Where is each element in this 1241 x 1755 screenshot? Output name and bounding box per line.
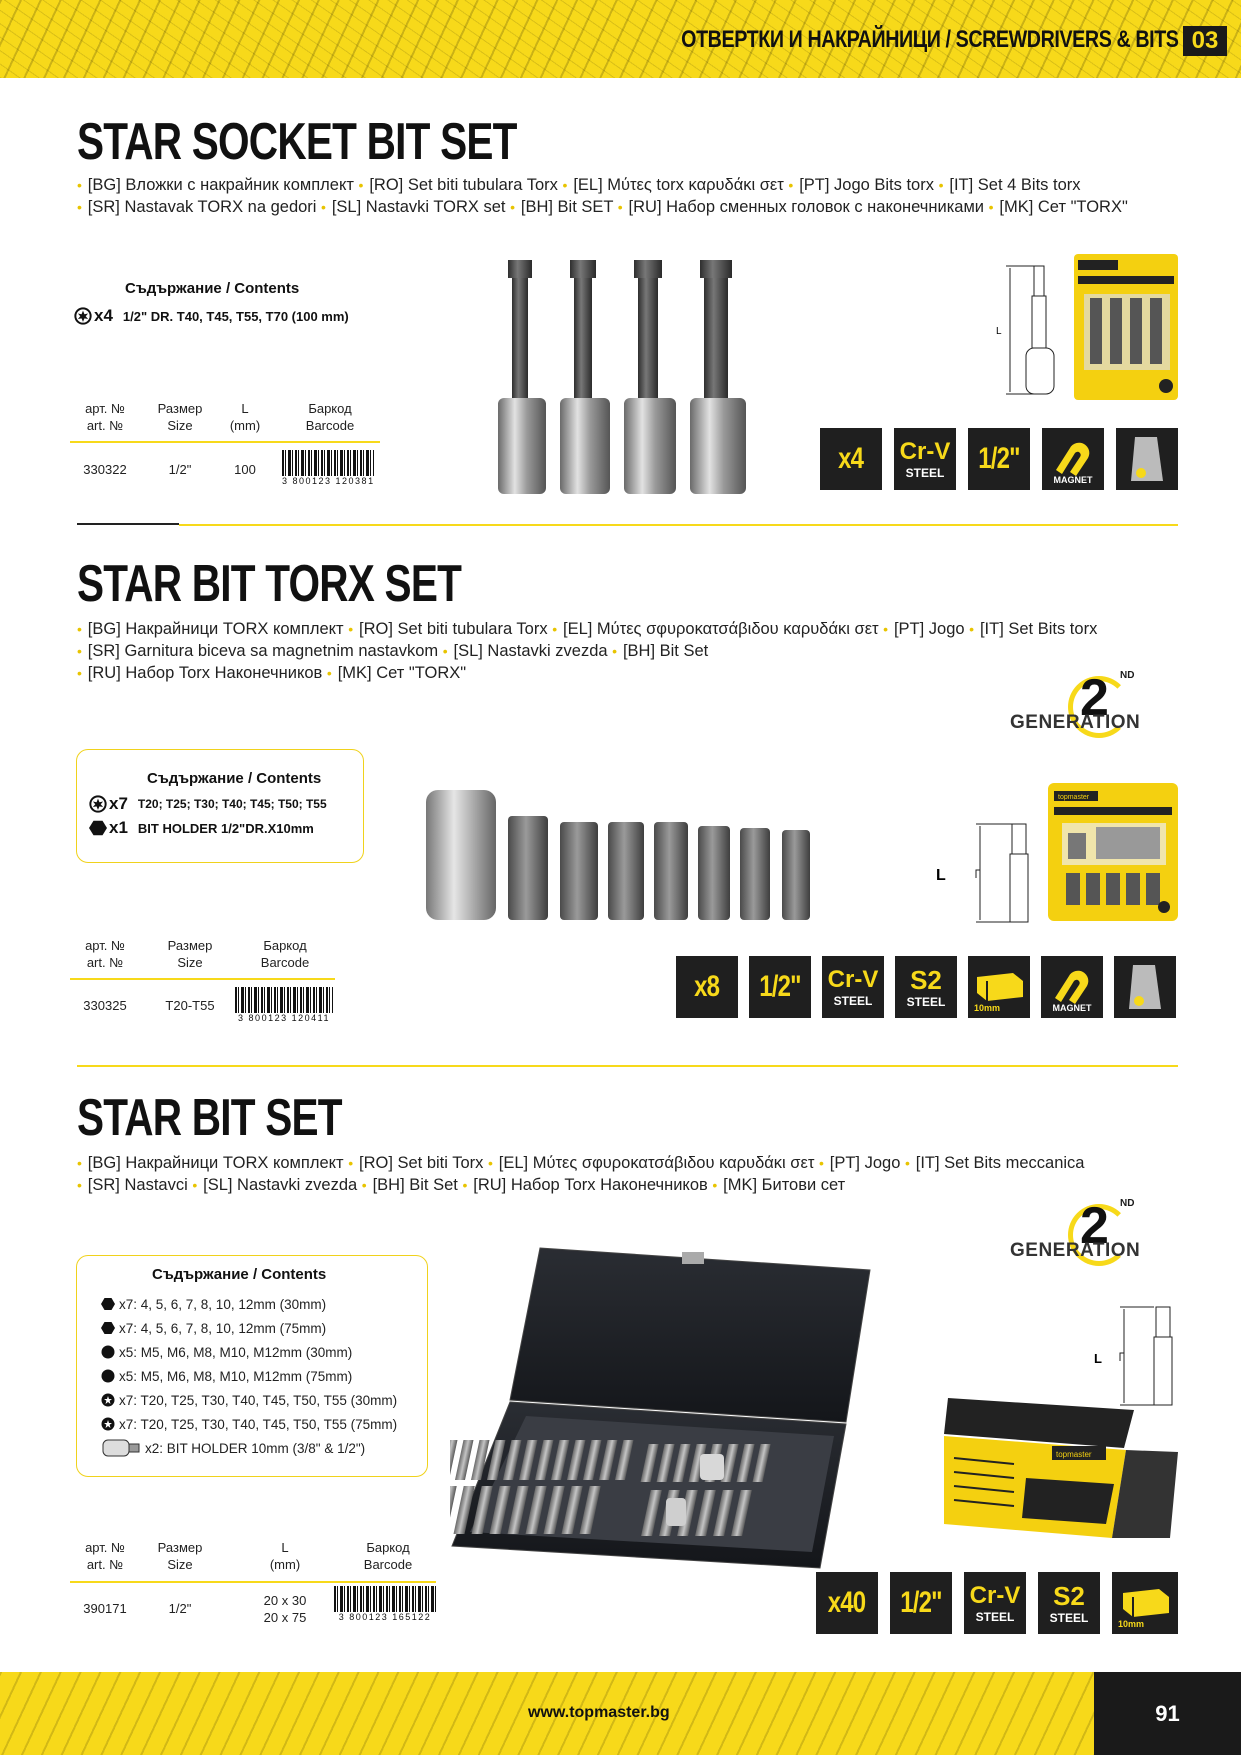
hex-icon — [89, 819, 107, 837]
translation-item: [RU] Набор сменных головок с наконечниками — [628, 198, 989, 216]
translation-item: [RU] Набор Torx Наконечников — [473, 1176, 713, 1194]
bullet-icon: • — [348, 621, 357, 637]
contents-text: x7: 4, 5, 6, 7, 8, 10, 12mm (75mm) — [119, 1320, 327, 1336]
hex-shank-icon — [1119, 1583, 1171, 1623]
contents-box — [76, 1255, 428, 1477]
contents-item — [101, 1292, 397, 1316]
spec-table — [70, 935, 340, 1025]
bullet-icon: • — [788, 177, 798, 193]
section-title: STAR BIT SET — [77, 1089, 342, 1147]
bullet-icon: • — [361, 1177, 371, 1193]
bit-case-photo — [450, 1240, 878, 1570]
bullet-icon: • — [562, 177, 572, 193]
magnet-icon — [1050, 440, 1096, 478]
bullet-icon: • — [442, 643, 452, 659]
bullet-icon: • — [321, 199, 330, 215]
bullet-icon: • — [77, 1155, 86, 1171]
bullet-icon: • — [77, 177, 86, 193]
bullet-icon: • — [358, 177, 368, 193]
page-number: 91 — [1094, 1672, 1241, 1755]
td-l: 20 x 30 20 x 75 — [263, 1593, 307, 1625]
contents-qty: x7 — [109, 794, 128, 813]
bullet-icon: • — [77, 199, 86, 215]
divider — [77, 523, 179, 525]
badge-hex-10mm: 10mm — [1112, 1572, 1178, 1634]
translation-item: [RO] Set biti tubulara Torx — [369, 176, 563, 194]
translation-item: [PT] Jogo Bits torx — [799, 176, 939, 194]
badge-crv-steel: Cr-V STEEL — [822, 956, 884, 1018]
badge-s2-steel: S2 STEEL — [1038, 1572, 1100, 1634]
contents-text: BIT HOLDER 1/2"DR.X10mm — [137, 820, 314, 836]
dim-label: L — [936, 867, 946, 884]
translation-item: [EL] Μύτες σφυροκατσάβιδου καρυδάκι σετ — [562, 620, 884, 638]
table-rule — [70, 978, 335, 980]
badge-star-bit — [1114, 956, 1176, 1018]
translation-item: [MK] Сет "TORX" — [999, 198, 1128, 216]
translation-item: [EL] Μύτες σφυροκατσάβιδου καρυδάκι σετ — [498, 1154, 819, 1172]
td-art: 330325 — [83, 998, 127, 1013]
th-size: Размер Size — [157, 1540, 203, 1572]
bullet-icon: • — [612, 643, 621, 659]
translation-item: [MK] Сет "TORX" — [337, 664, 467, 682]
contents-text: T20; T25; T30; T40; T45; T50; T55 — [137, 797, 327, 811]
bullet-icon: • — [326, 665, 336, 681]
badge-magnet: MAGNET — [1041, 956, 1103, 1018]
translation-item: [SL] Nastavki zvezda — [453, 642, 613, 660]
package-brand: topmaster — [1056, 1450, 1092, 1459]
translation-line — [77, 1152, 1177, 1174]
th-l: L (mm) — [269, 1540, 301, 1572]
star-bit-icon — [1125, 961, 1165, 1013]
translation-line — [77, 640, 1177, 662]
dimension-drawing — [932, 820, 1032, 926]
contents-item — [101, 1364, 397, 1388]
feature-badges — [676, 956, 1178, 1018]
bullet-icon: • — [552, 621, 561, 637]
translation-item: [IT] Set 4 Bits torx — [949, 176, 1081, 194]
divider — [77, 1065, 1178, 1067]
badge-magnet: MAGNET — [1042, 428, 1104, 490]
translation-item: [BG] Накрайници TORX комплект — [87, 1154, 349, 1172]
section-title: STAR SOCKET BIT SET — [77, 113, 517, 171]
contents-text: 1/2" DR. T40, T45, T55, T70 (100 mm) — [122, 308, 349, 324]
bullet-icon: • — [712, 1177, 722, 1193]
translation-item: [IT] Set Bits meccanica — [915, 1154, 1085, 1172]
td-l: 100 — [234, 462, 256, 477]
package-photo — [1074, 254, 1178, 400]
contents-box — [70, 276, 380, 336]
bullet-icon: • — [487, 1155, 497, 1171]
contents-item — [101, 1340, 397, 1364]
badge-crv-steel: Cr-V STEEL — [894, 428, 956, 490]
translations — [77, 1152, 1177, 1196]
section-number: 03 — [1183, 26, 1227, 56]
bullet-icon: • — [988, 199, 998, 215]
socket-bits-photo — [498, 258, 773, 498]
translation-line — [77, 1174, 1177, 1196]
translation-item: [BH] Bit SET — [520, 198, 618, 216]
hex-dot-icon — [101, 1297, 115, 1311]
bullet-icon: • — [904, 1155, 914, 1171]
contents-item — [74, 306, 349, 326]
contents-item — [89, 794, 327, 814]
feature-badges — [820, 428, 1178, 490]
contents-title: Съдържание / Contents — [147, 770, 322, 787]
table-rule — [70, 441, 380, 443]
package-photo — [944, 1388, 1178, 1544]
contents-title: Съдържание / Contents — [152, 1266, 327, 1283]
bit-holder-icon — [101, 1437, 141, 1459]
badge-quantity: x40 — [816, 1572, 878, 1634]
spline-dot-icon — [101, 1369, 115, 1383]
contents-item — [101, 1316, 397, 1340]
magnet-icon — [1049, 968, 1095, 1006]
bullet-icon: • — [938, 177, 948, 193]
bullet-icon: • — [348, 1155, 357, 1171]
th-art: арт. № art. № — [85, 1540, 125, 1572]
translation-item: [BH] Bit Set — [372, 1176, 463, 1194]
bullet-icon: • — [818, 1155, 828, 1171]
contents-text: x5: M5, M6, M8, M10, M12mm (30mm) — [119, 1344, 353, 1360]
badge-star-bit — [1116, 428, 1178, 490]
contents-box — [76, 749, 364, 863]
th-art: арт. № art. № — [85, 938, 125, 970]
package-photo — [1048, 783, 1178, 921]
bullet-icon: • — [192, 1177, 202, 1193]
bullet-icon: • — [883, 621, 892, 637]
package-brand: topmaster — [1058, 794, 1090, 801]
td-art: 390171 — [83, 1601, 127, 1616]
contents-qty: x4 — [94, 306, 113, 325]
contents-text: x7: T20, T25, T30, T40, T45, T50, T55 (30mm) — [119, 1392, 398, 1408]
contents-text: x2: BIT HOLDER 10mm (3/8" & 1/2") — [145, 1440, 366, 1456]
hex-shank-icon — [973, 967, 1025, 1007]
translation-item: [BG] Накрайници TORX комплект — [87, 620, 349, 638]
contents-title: Съдържание / Contents — [125, 280, 300, 297]
feature-badges — [816, 1572, 1178, 1634]
bullet-icon: • — [77, 665, 86, 681]
translation-item: [RU] Набор Torx Наконечников — [87, 664, 327, 682]
contents-qty: x1 — [109, 818, 128, 837]
spec-table — [70, 1535, 440, 1635]
star-dot-icon — [101, 1393, 115, 1407]
translation-item: [SL] Nastavki zvezda — [203, 1176, 362, 1194]
table-rule — [70, 1581, 436, 1583]
th-barcode: Баркод Barcode — [260, 938, 310, 970]
bullet-icon: • — [617, 199, 627, 215]
contents-text: x7: 4, 5, 6, 7, 8, 10, 12mm (30mm) — [119, 1296, 327, 1312]
bullet-icon: • — [77, 643, 86, 659]
star-icon — [89, 795, 107, 813]
badge-hex-10mm: 10mm — [968, 956, 1030, 1018]
bullet-icon: • — [77, 621, 86, 637]
th-barcode: Баркод Barcode — [305, 401, 355, 433]
dim-label: L — [996, 326, 1002, 337]
th-l: L (mm) — [229, 401, 261, 433]
translation-item: [SR] Nastavak TORX na gedori — [87, 198, 322, 216]
badge-drive-size: 1/2" — [890, 1572, 952, 1634]
translation-line — [77, 618, 1177, 640]
translation-item: [RO] Set biti tubulara Torx — [358, 620, 553, 638]
contents-item — [101, 1436, 397, 1460]
translation-item: [BG] Вложки с накрайник комплект — [87, 176, 359, 194]
bullet-icon: • — [77, 1177, 86, 1193]
header-title: ОТВЕРТКИ И НАКРАЙНИЦИ / SCREWDRIVERS & BITS — [681, 26, 1179, 53]
spec-table — [70, 398, 380, 488]
barcode: 3 800123 120381 — [282, 450, 374, 484]
badge-drive-size: 1/2" — [749, 956, 811, 1018]
th-size: Размер Size — [167, 938, 213, 970]
torx-bits-photo — [426, 786, 832, 924]
translation-item: [PT] Jogo — [893, 620, 970, 638]
translation-item: [PT] Jogo — [829, 1154, 905, 1172]
spline-dot-icon — [101, 1345, 115, 1359]
translation-item: [SR] Nastavci — [87, 1176, 193, 1194]
td-size: 1/2" — [168, 462, 192, 477]
star-dot-icon — [101, 1417, 115, 1431]
contents-item — [101, 1388, 397, 1412]
translation-line — [77, 174, 1177, 196]
translations — [77, 174, 1177, 218]
badge-crv-steel: Cr-V STEEL — [964, 1572, 1026, 1634]
contents-text: x5: M5, M6, M8, M10, M12mm (75mm) — [119, 1368, 353, 1384]
dim-label: L — [1094, 1351, 1102, 1366]
generation-logo: 2 ND GENERATION — [1010, 1196, 1180, 1276]
badge-quantity: x8 — [676, 956, 738, 1018]
badge-drive-size: 1/2" — [968, 428, 1030, 490]
contents-item — [101, 1412, 397, 1436]
contents-item — [89, 818, 314, 838]
badge-s2-steel: S2 STEEL — [895, 956, 957, 1018]
website-link[interactable]: www.topmaster.bg — [528, 1704, 670, 1721]
generation-logo: 2 ND GENERATION — [1010, 668, 1180, 748]
translation-item: [SL] Nastavki TORX set — [331, 198, 511, 216]
td-size: 1/2" — [168, 1601, 192, 1616]
barcode: 3 800123 165122 — [334, 1586, 436, 1620]
td-art: 330322 — [83, 462, 127, 477]
td-size: T20-T55 — [165, 998, 215, 1013]
translation-item: [IT] Set Bits torx — [979, 620, 1098, 638]
translation-item: [BH] Bit Set — [622, 642, 709, 660]
dimension-drawing — [996, 262, 1076, 400]
translation-line — [77, 196, 1177, 218]
divider — [179, 524, 1178, 526]
translation-item: [SR] Garnitura biceva sa magnetnim nastavkom — [87, 642, 443, 660]
th-size: Размер Size — [157, 401, 203, 433]
th-barcode: Баркод Barcode — [363, 1540, 413, 1572]
star-bit-icon — [1127, 433, 1167, 485]
translation-item: [EL] Μύτες torx καρυδάκι σετ — [573, 176, 789, 194]
hex-dot-icon — [101, 1321, 115, 1335]
badge-quantity: x4 — [820, 428, 882, 490]
star-icon — [74, 307, 92, 325]
section-title: STAR BIT TORX SET — [77, 555, 462, 613]
th-art: арт. № art. № — [85, 401, 125, 433]
translation-item: [MK] Битови сет — [723, 1176, 846, 1194]
bullet-icon: • — [969, 621, 978, 637]
barcode: 3 800123 120411 — [235, 987, 333, 1021]
translation-item: [RO] Set biti Torx — [358, 1154, 488, 1172]
contents-text: x7: T20, T25, T30, T40, T45, T50, T55 (75mm) — [119, 1416, 398, 1432]
bullet-icon: • — [510, 199, 519, 215]
bullet-icon: • — [462, 1177, 472, 1193]
